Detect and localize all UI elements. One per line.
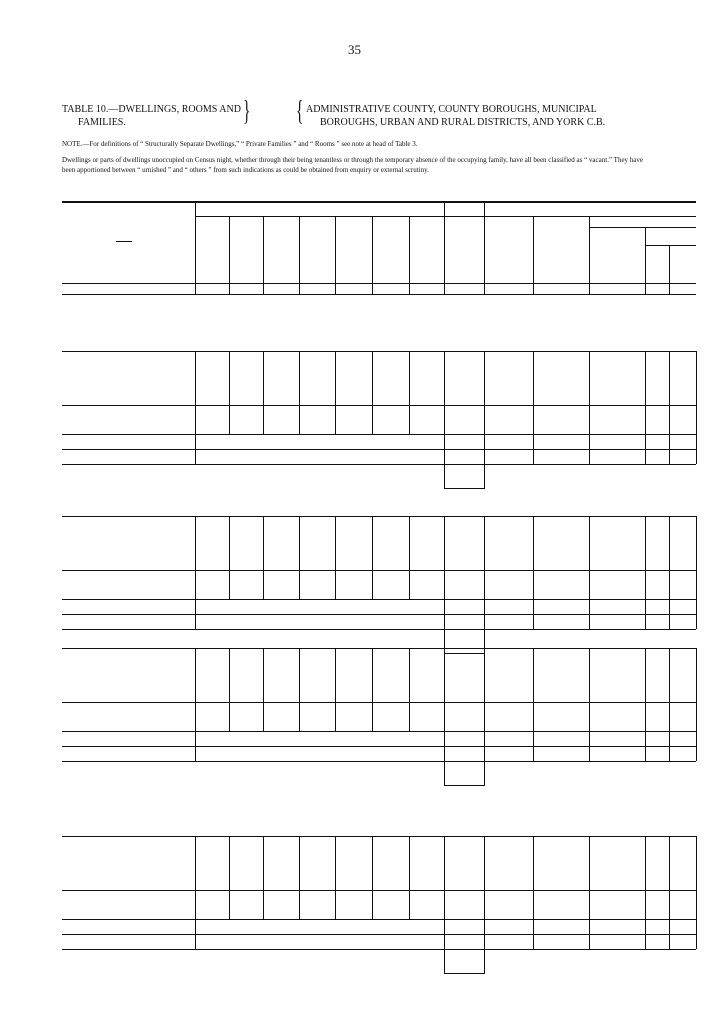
- column-rule-inner: [335, 648, 336, 731]
- header-sub-rule: [195, 216, 696, 217]
- column-rule-inner: [444, 836, 445, 919]
- stub-dash: [116, 241, 132, 242]
- note-detail: Dwellings or parts of dwellings unoccupied on Census night, whether through their being tenantless or through the temporary absence of the occupying family, have all been classified as “ vacant.” They have been apportioned between “ urnished ” and “ others ” from such indications as could be obtained from enquiry or external scrutiny.: [62, 156, 644, 174]
- table-subtitle-cont: BOROUGHS, URBAN AND RURAL DISTRICTS, AND YORK C.B.: [320, 117, 606, 128]
- column-rule: [372, 216, 373, 294]
- column-rule-inner: [299, 648, 300, 731]
- column-rule-inner: [372, 516, 373, 599]
- column-rule: [589, 648, 590, 761]
- column-rule-inner: [263, 351, 264, 434]
- column-rule-inner: [335, 516, 336, 599]
- total-rule: [62, 599, 696, 600]
- section-bottom-rule: [62, 949, 696, 950]
- section-top-rule: [62, 516, 696, 517]
- section-bottom-rule: [62, 629, 696, 630]
- letters-rule: [62, 294, 696, 295]
- families-rule: [62, 449, 696, 450]
- column-rule: [533, 216, 534, 294]
- section-top-rule: [62, 648, 696, 649]
- column-rule: [696, 836, 697, 949]
- subtotal-rule: [62, 890, 696, 891]
- subtotal-rule: [62, 405, 696, 406]
- column-rule-inner: [372, 836, 373, 919]
- column-rule: [409, 216, 410, 294]
- column-rule: [645, 516, 646, 629]
- column-rule-inner: [409, 836, 410, 919]
- column-rule: [335, 216, 336, 294]
- column-rule-inner: [444, 516, 445, 599]
- column-rule: [645, 648, 646, 761]
- column-rule-inner: [299, 516, 300, 599]
- vacant-sub-rule: [645, 245, 696, 246]
- column-rule-inner: [229, 351, 230, 434]
- misc-box-bottom: [444, 785, 485, 786]
- column-rule: [669, 836, 670, 949]
- column-rule-inner: [229, 836, 230, 919]
- families-rule: [62, 614, 696, 615]
- column-rule-inner: [299, 836, 300, 919]
- column-rule: [229, 216, 230, 294]
- note: NOTE.—For definitions of “ Structurally Separate Dwellings,” “ Private Families ” and “ Rooms ” see note at head of Table 3.: [62, 140, 418, 148]
- section-bottom-rule: [62, 464, 696, 465]
- column-rule: [195, 516, 196, 629]
- total-rule: [62, 731, 696, 732]
- column-rule: [195, 648, 196, 761]
- column-rule: [299, 216, 300, 294]
- column-rule: [195, 836, 196, 949]
- column-rule: [484, 516, 485, 629]
- column-rule-inner: [335, 351, 336, 434]
- table-title-cont: FAMILIES.: [78, 117, 126, 128]
- column-rule-inner: [444, 648, 445, 731]
- column-rule-inner: [409, 351, 410, 434]
- column-rule-inner: [299, 351, 300, 434]
- column-rule: [645, 351, 646, 464]
- column-rule: [696, 516, 697, 629]
- column-rule: [645, 836, 646, 949]
- column-rule: [484, 648, 485, 761]
- header-top-rule: [62, 201, 696, 203]
- column-rule: [195, 201, 196, 294]
- column-rule-inner: [444, 351, 445, 434]
- section-top-rule: [62, 351, 696, 352]
- page-number: 35: [348, 42, 361, 57]
- subtotal-rule: [62, 570, 696, 571]
- misc-box-bottom: [444, 488, 485, 489]
- column-rule: [669, 516, 670, 629]
- brace-left-icon: {: [296, 96, 304, 127]
- brace-right-icon: }: [243, 96, 251, 127]
- column-rule-inner: [263, 648, 264, 731]
- families-rule: [62, 934, 696, 935]
- column-rule: [533, 351, 534, 464]
- misc-box-rule: [444, 761, 445, 785]
- column-rule-inner: [263, 516, 264, 599]
- column-rule: [589, 836, 590, 949]
- column-rule: [263, 216, 264, 294]
- column-rule: [533, 648, 534, 761]
- column-rule: [645, 227, 646, 294]
- misc-box-rule: [444, 464, 445, 488]
- column-rule: [484, 351, 485, 464]
- column-rule: [484, 836, 485, 949]
- section-top-rule: [62, 836, 696, 837]
- section-bottom-rule: [62, 761, 696, 762]
- column-rule: [444, 216, 445, 294]
- column-rule: [669, 351, 670, 464]
- table-subtitle: ADMINISTRATIVE COUNTY, COUNTY BOROUGHS, MUNICIPAL: [306, 104, 597, 115]
- total-rule: [62, 919, 696, 920]
- misc-box-rule: [484, 464, 485, 488]
- column-rule: [696, 351, 697, 464]
- column-rule-inner: [372, 351, 373, 434]
- column-rule-inner: [263, 836, 264, 919]
- column-rule-inner: [372, 648, 373, 731]
- column-rule: [669, 245, 670, 294]
- column-rule-inner: [229, 648, 230, 731]
- misc-box-bottom: [444, 973, 485, 974]
- column-rule: [589, 351, 590, 464]
- families-rule: [62, 746, 696, 747]
- column-rule: [195, 351, 196, 464]
- column-rule: [696, 648, 697, 761]
- table-title: TABLE 10.—DWELLINGS, ROOMS AND: [62, 104, 241, 115]
- column-rule: [589, 516, 590, 629]
- column-rule-inner: [335, 836, 336, 919]
- header-bottom-rule: [62, 283, 696, 284]
- misc-box-rule: [444, 949, 445, 973]
- vacant-rule: [589, 227, 696, 228]
- misc-box-bottom: [444, 653, 485, 654]
- column-rule-inner: [229, 516, 230, 599]
- column-rule-inner: [409, 516, 410, 599]
- total-rule: [62, 434, 696, 435]
- column-rule: [669, 648, 670, 761]
- column-rule: [484, 201, 485, 294]
- misc-box-rule: [484, 761, 485, 785]
- column-rule: [533, 836, 534, 949]
- column-rule-inner: [409, 648, 410, 731]
- misc-box-rule: [484, 949, 485, 973]
- subtotal-rule: [62, 702, 696, 703]
- column-rule: [533, 516, 534, 629]
